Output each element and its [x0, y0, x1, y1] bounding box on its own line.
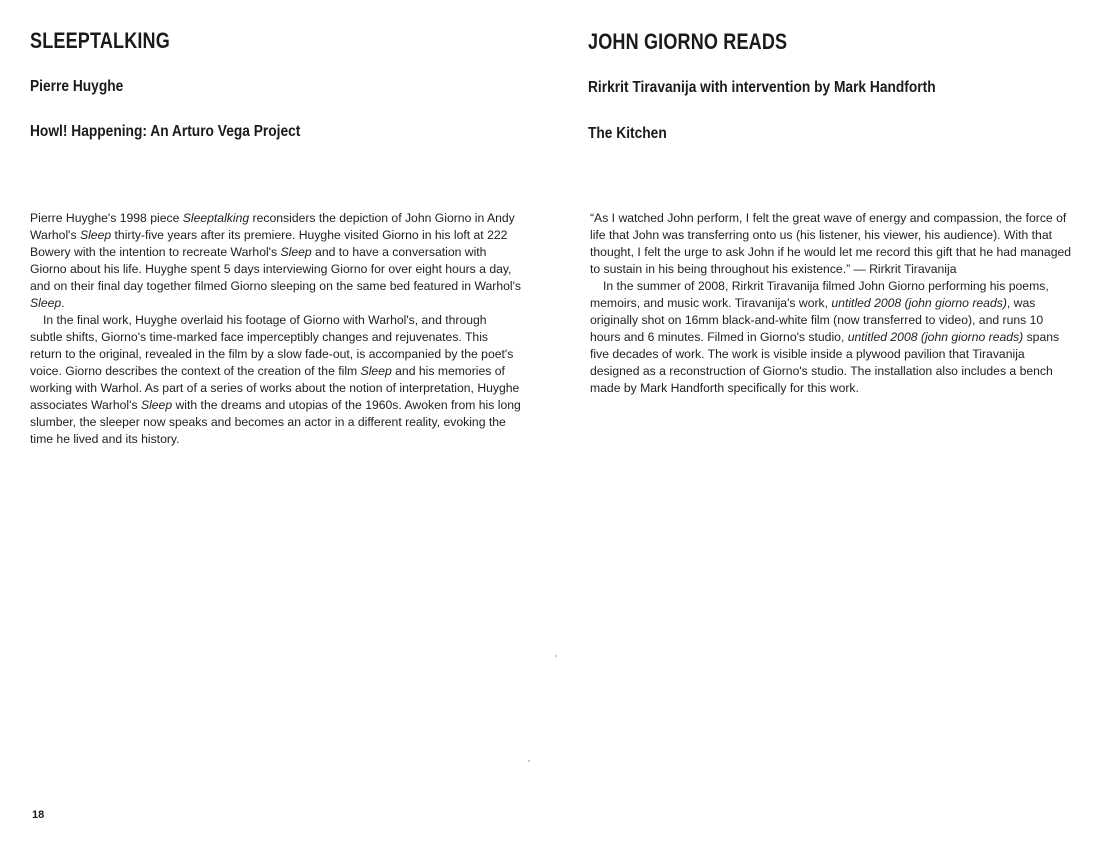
page-title: JOHN GIORNO READS — [588, 29, 788, 54]
page-title: SLEEPTALKING — [30, 28, 170, 53]
paragraph: Pierre Huyghe's 1998 piece Sleeptalking reconsiders the depiction of John Giorno in Andy Warhol's Sleep thirty-five years after its premiere. Huyghe visited Giorno in his loft at 222 Bowery with the intention to recreate Warhol's Sleep and to have a conversation with Giorno about his life. Huyghe spent 5 days interviewing Giorno for over eight hours a day, and on their final day together filmed Giorno sleeping on the same bed featured in Warhol's Sleep. — [30, 211, 522, 310]
body-text — [30, 210, 522, 448]
body-text — [590, 210, 1076, 397]
gutter-speck — [555, 655, 557, 657]
venue-name: Howl! Happening: An Arturo Vega Project — [30, 123, 301, 140]
italic-title: Sleep — [360, 364, 392, 378]
italic-title: Sleep — [280, 245, 312, 259]
left-page — [0, 0, 557, 850]
italic-title: Sleep — [30, 296, 62, 310]
paragraph: In the final work, Huyghe overlaid his footage of Giorno with Warhol's, and through subtle shifts, Giorno's time-marked face imperceptibly changes and rejuvenates. This return to the original, revealed in the film by a slow fade-out, is accompanied by the poet's voice. Giorno describes the context of the creation of the film Sleep and his memories of working with Warhol. As part of a series of works about the notion of interpretation, Huyghe associates Warhol's Sleep with the dreams and utopias of the 1960s. Awoken from his long slumber, the sleeper now speaks and becomes an actor in a different reality, evoking the time he lived and its history. — [30, 313, 521, 446]
artist-name: Rirkrit Tiravanija with intervention by Mark Handforth — [588, 79, 936, 96]
italic-title: Sleeptalking — [182, 211, 250, 225]
italic-title: untitled 2008 (john giorno reads) — [847, 330, 1024, 344]
artist-name: Pierre Huyghe — [30, 78, 124, 95]
venue-name: The Kitchen — [588, 125, 667, 142]
page-number: 18 — [32, 809, 45, 821]
italic-title: Sleep — [140, 398, 173, 412]
paragraph: In the summer of 2008, Rirkrit Tiravanija filmed John Giorno performing his poems, memoirs, and music work. Tiravanija's work, untitled 2008 (john giorno reads), was originally shot on 16mm black-and-white film (now transferred to video), and runs 10 hours and 6 minutes. Filmed in Giorno's studio, untitled 2008 (john giorno reads) spans five decades of work. The work is visible inside a plywood pavilion that Tiravanija designed as a reconstruction of Giorno's studio. The installation also includes a bench made by Mark Handforth specifically for this work. — [590, 279, 1060, 395]
quote-paragraph: “As I watched John perform, I felt the great wave of energy and compassion, the force of life that John was transferring onto us (his listener, his viewer, his audience). With that thought, I felt the urge to ask John if he would let me record this gift that he had managed to sustain in his being throughout his existence.” — Rirkrit Tiravanija — [590, 211, 1072, 276]
italic-title: untitled 2008 (john giorno reads) — [831, 296, 1007, 310]
gutter-speck — [528, 760, 530, 762]
italic-title: Sleep — [79, 228, 112, 242]
right-page — [557, 0, 1115, 850]
